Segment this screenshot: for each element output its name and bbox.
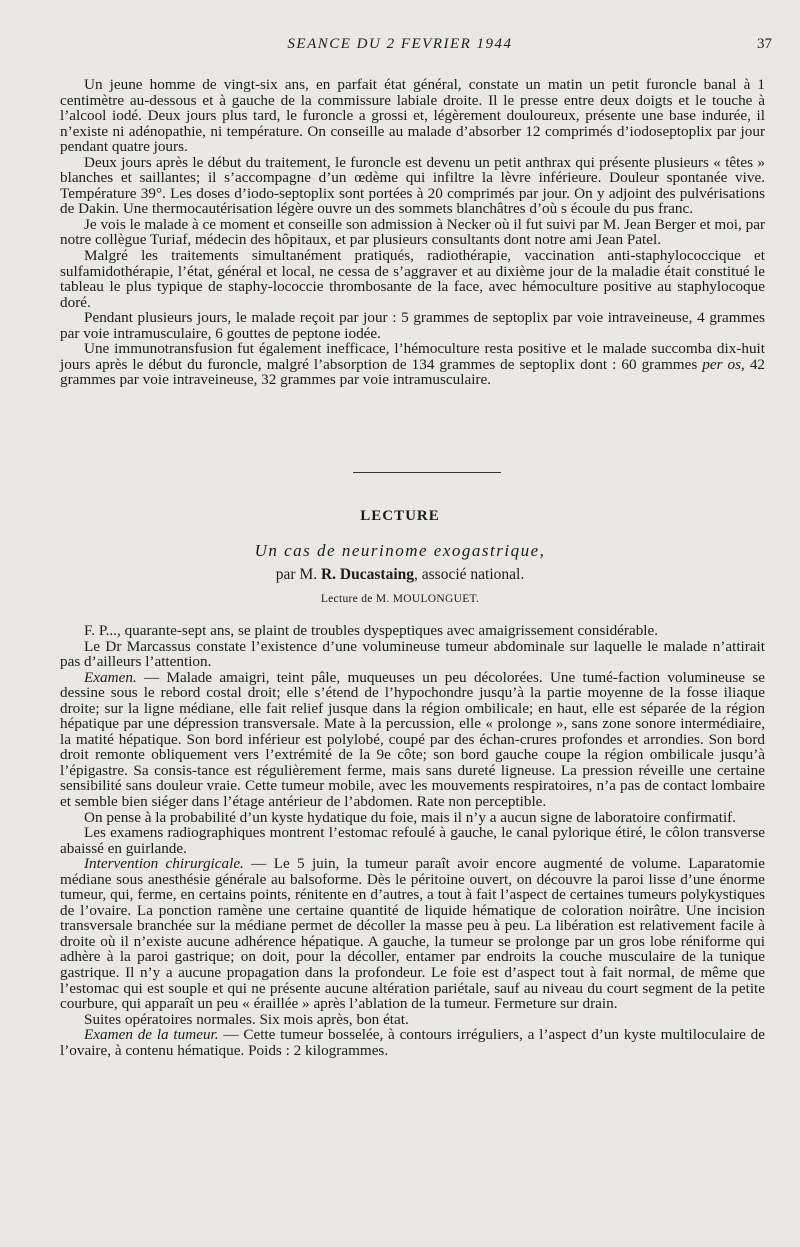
paragraph	[60, 856, 765, 1011]
page-number: 37	[757, 36, 772, 52]
paragraph: On pense à la probabilité d’un kyste hydatique du foie, mais il n’y a aucun signe de laboratoire confirmatif.	[84, 808, 737, 826]
subheading: Examen de la tumeur.	[84, 1026, 219, 1044]
paragraph-text: — Malade amaigri, teint pâle, muqueuses un peu décolorées. Une tumé-faction volumineuse se dessine sous le rebord costal droit; elle s’étend de l’hypochondre jusqu’à la partie moyenne de la fosse iliaque droite; sur la ligne médiane, elle fait relief jusque dans la région ombilicale; en haut, elle est séparée de la région hépatique par une dépression transversale. Mate à la percussion, elle « prolonge », sans zone sonore intermédiaire, la matité hépatique. Son bord inférieur est polylobé, coupé par des échan-crures profondes et arrondies. Son bord droit remonte obliquement vers l’extrémité de la 9e côte; son bord gauche coupe la région ombilicale jusqu’à l’épigastre. Sa consis-tance est régulièrement ferme, mais sans dureté ligneuse. La pression réveille une certaine sensibilité sans douleur vraie. Cette tumeur mobile, avec les mouvements respiratoires, n’a pas de contact lombaire et semble bien siéger dans l’étage antérieur de l’abdomen. Rate non perceptible.	[60, 668, 765, 811]
section-heading: LECTURE	[360, 508, 440, 524]
paragraph: Le Dr Marcassus constate l’existence d’une volumineuse tumeur abdominale sur laquelle le malade n’attirait pas d’ailleurs l’attention.	[60, 637, 765, 671]
subheading: Examen.	[84, 668, 137, 686]
paragraph-text: Une immunotransfusion fut également inefficace, l’hémoculture resta positive et le malade succomba dix-huit jours après le début du furoncle, malgré l’absorption de 134 grammes de septoplix dont : 60 grammes	[60, 340, 765, 373]
running-title: SEANCE DU 2 FEVRIER 1944	[287, 36, 513, 52]
paragraph: Suites opératoires normales. Six mois après, bon état.	[84, 1010, 409, 1028]
page-header	[0, 36, 800, 56]
paragraph: Je vois le malade à ce moment et conseille son admission à Necker où il fut suivi par M. Jean Berger et moi, par notre collègue Turiaf, médecin des hôpitaux, et par plusieurs consultants dont notre ami Jean Patel.	[60, 215, 765, 249]
case-report-text	[60, 77, 765, 388]
article-title: Un cas de neurinome exogastrique,	[254, 541, 546, 560]
section-divider	[353, 472, 501, 473]
byline	[0, 566, 800, 584]
lecture-note: Lecture de M. MOULONGUET.	[320, 593, 480, 605]
paragraph-text: — Le 5 juin, la tumeur paraît avoir encore augmenté de volume. Laparatomie médiane sous anesthésie générale au balsoforme. Dès le péritoine ouvert, on découvre la paroi lisse d’une énorme tumeur, qui, ferme, en certains points, rénitente en d’autres, a tout à fait l’aspect de certaines tumeurs polykystiques de l’ovaire. La ponction ramène une certaine quantité de liquide hématique de coloration noirâtre. Une incision transversale branchée sur la médiane permet de décoller la masse peu à peu. La libération est relativement facile à droite où il n’existe aucune adhérence hépatique. A gauche, la tumeur se prolonge par un gros lobe réniforme qui adhère à la paroi gastrique; on doit, pour la décoller, entamer par endroits la couche musculaire de la tunique gastrique. Il n’y a aucune propagation dans la profondeur. Le foie est d’aspect tout à fait normal, de même que l’estomac qui est souple et qui ne présente aucune altération pariétale, sauf au niveau du court segment de la petite courbure, qui apparaît un peu « éraillée » après l’ablation de la tumeur. Fermeture sur drain.	[60, 855, 765, 1013]
subheading: Intervention chirurgicale.	[84, 855, 244, 873]
paragraph	[60, 670, 765, 810]
byline-prefix: par M.	[275, 566, 321, 583]
latin-term: per os	[702, 355, 742, 373]
paragraph: Malgré les traitements simultanément pratiqués, radiothérapie, vaccination anti-staphylococcique et sulfamidothérapie, l’état, général et local, ne cessa de s’aggraver et au dixième jour de la maladie était constitué le tableau le plus typique de staphy-lococcie thrombosante de la face, avec hémoculture positive au staphylocoque doré.	[60, 247, 765, 311]
paragraph	[60, 1027, 765, 1058]
paragraph: Deux jours après le début du traitement, le furoncle est devenu un petit anthrax qui présente plusieurs « têtes » blanches et saillantes; il s’accompagne d’un œdème qui infiltre la lèvre inférieure. Douleur spontanée vive. Température 39°. Les doses d’iodo-septoplix sont portées à 20 comprimés par jour. On y adjoint des pulvérisations de Dakin. Une thermocautérisation légère ouvre un des sommets blanchâtres d’où s écoule du pus franc.	[60, 153, 765, 218]
paragraph: Pendant plusieurs jours, le malade reçoit par jour : 5 grammes de septoplix par voie intraveineuse, 4 grammes par voie intramusculaire, 6 gouttes de peptone iodée.	[60, 309, 765, 342]
article-body	[60, 623, 765, 1058]
paragraph: Un jeune homme de vingt-six ans, en parfait état général, constate un matin un petit furoncle banal à 1 centimètre au-dessous et à gauche de la commissure labiale droite. Il le presse entre deux doigts et le touche à l’alcool iodé. Deux jours plus tard, le furoncle a grossi et, légèrement douloureux, présente une base indurée, il n’existe ni adénopathie, ni température. On conseille au malade d’absorber 12 comprimés d’iodoseptoplix par jour pendant quatre jours.	[60, 76, 765, 156]
paragraph-text: — Cette tumeur bosselée, à contours irréguliers, a l’aspect d’un kyste multiloculaire de l’ovaire, à contenu hématique. Poids : 2 kilogrammes.	[60, 1026, 765, 1059]
paragraph: F. P..., quarante-sept ans, se plaint de troubles dyspeptiques avec amaigrissement considérable.	[84, 622, 659, 639]
paragraph-text: , 42 grammes par voie intraveineuse, 32 grammes par voie intramusculaire.	[60, 355, 766, 389]
paragraph	[60, 341, 765, 388]
author-name: R. Ducastaing	[320, 566, 414, 583]
paragraph: Les examens radiographiques montrent l’estomac refoulé à gauche, le canal pylorique étiré, le côlon transverse abaissé en guirlande.	[60, 824, 765, 857]
byline-suffix: , associé national.	[414, 566, 525, 583]
